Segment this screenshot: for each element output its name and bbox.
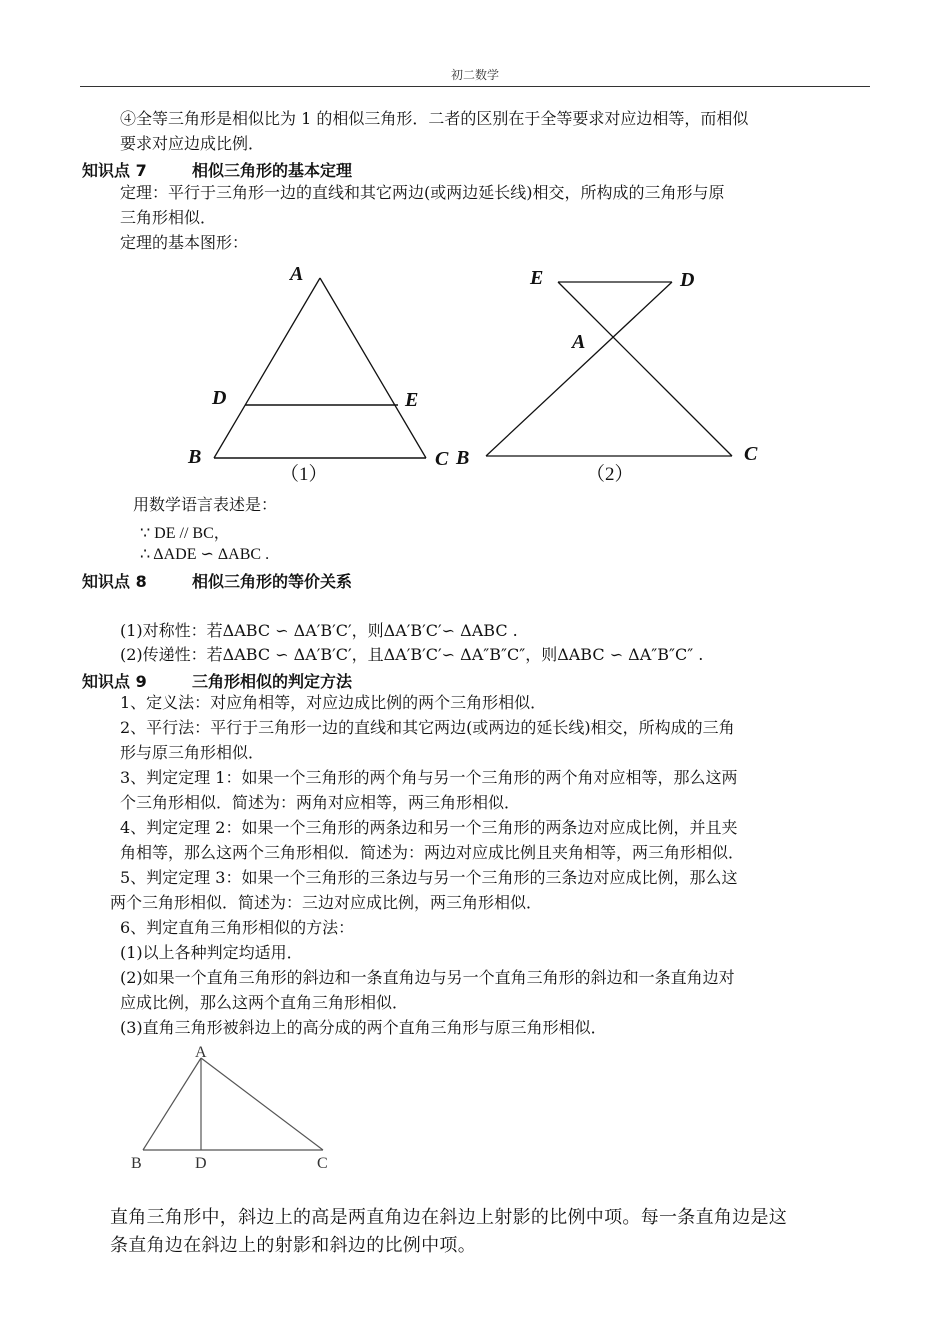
- kp9-line: (3)直角三角形被斜边上的高分成的两个直角三角形与原三角形相似．: [120, 1018, 607, 1037]
- fig1-label-b: B: [188, 446, 202, 468]
- fig1-label-c: C: [435, 448, 449, 470]
- fig2-label-b: B: [456, 447, 470, 469]
- figure-2-hourglass: [450, 258, 780, 490]
- kp7-heading: [82, 158, 352, 181]
- fig1-caption: （1）: [280, 464, 328, 485]
- kp7-theorem-line-2: 三角形相似．: [120, 208, 217, 227]
- kp9-conclusion-line-2: 条直角边在斜边上的射影和斜边的比例中项。: [110, 1235, 476, 1256]
- kp9-line: 1、定义法：对应角相等，对应边成比例的两个三角形相似．: [120, 693, 547, 712]
- kp9-conclusion-line-1: 直角三角形中，斜边上的高是两直角边在斜边上射影的比例中项。每一条直角边是这: [110, 1207, 788, 1228]
- kp7-number: 知识点 7: [82, 161, 147, 180]
- fig3-side-ac: [201, 1058, 323, 1150]
- kp7-theorem-line-1: 定理：平行于三角形一边的直线和其它两边(或两边延长线)相交，所构成的三角形与原: [120, 183, 725, 202]
- kp8-number: 知识点 8: [82, 572, 147, 591]
- kp7-math-line-1: ∵ DE // BC，: [140, 525, 230, 542]
- kp8-line-1: (1)对称性：若ΔABC ∽ ΔA′B′C′，则ΔA′B′C′∽ ΔABC .: [120, 621, 518, 640]
- kp9-number: 知识点 9: [82, 672, 147, 691]
- fig1-label-e: E: [405, 389, 419, 411]
- kp9-title: 三角形相似的判定方法: [192, 672, 353, 691]
- fig3-side-ab: [143, 1058, 201, 1150]
- figure-1-triangle: [180, 258, 470, 490]
- fig2-label-d: D: [680, 269, 695, 291]
- kp9-line: (2)如果一个直角三角形的斜边和一条直角边与另一个直角三角形的斜边和一条直角边对: [120, 968, 735, 987]
- fig1-label-d: D: [212, 387, 227, 409]
- kp7-math-intro: 用数学语言表述是：: [133, 495, 278, 514]
- kp9-line: 2、平行法：平行于三角形一边的直线和其它两边(或两边的延长线)相交，所构成的三角: [120, 718, 735, 737]
- kp9-heading: [82, 669, 352, 692]
- figure-3-right-triangle: [125, 1040, 345, 1175]
- intro-line-1: ④全等三角形是相似比为 1 的相似三角形．二者的区别在于全等要求对应边相等，而相似: [120, 109, 749, 128]
- fig1-label-a: A: [290, 263, 304, 285]
- fig1-side-ab: [214, 278, 320, 458]
- kp8-title: 相似三角形的等价关系: [192, 572, 353, 591]
- fig2-label-a: A: [572, 331, 586, 353]
- kp8-heading: [82, 569, 352, 592]
- kp9-line: 应成比例，那么这两个直角三角形相似．: [120, 993, 409, 1012]
- intro-line-2: 要求对应边成比例．: [120, 134, 265, 153]
- fig3-label-b: B: [131, 1155, 142, 1172]
- header-rule: [80, 86, 870, 87]
- fig2-caption: （2）: [586, 464, 634, 485]
- kp7-math-line-2: ∴ ΔADE ∽ ΔABC .: [140, 546, 270, 563]
- kp7-figure-intro: 定理的基本图形：: [120, 233, 249, 252]
- fig2-label-c: C: [744, 443, 758, 465]
- kp7-title: 相似三角形的基本定理: [192, 161, 353, 180]
- fig1-side-ac: [320, 278, 426, 458]
- kp9-line: 5、判定定理 3：如果一个三角形的三条边与另一个三角形的三条边对应成比例，那么这: [120, 868, 738, 887]
- fig2-label-e: E: [530, 267, 544, 289]
- kp9-line: 6、判定直角三角形相似的方法：: [120, 918, 355, 937]
- page-header: 初二数学: [450, 68, 499, 82]
- kp9-line: 角相等，那么这两个三角形相似．简述为：两边对应成比例且夹角相等，两三角形相似．: [120, 843, 745, 862]
- fig3-label-c: C: [317, 1155, 328, 1172]
- kp9-line: 形与原三角形相似．: [120, 743, 265, 762]
- kp9-line: 3、判定定理 1：如果一个三角形的两个角与另一个三角形的两个角对应相等，那么这两: [120, 768, 738, 787]
- fig3-label-d: D: [195, 1155, 207, 1172]
- kp9-line: 两个三角形相似．简述为：三边对应成比例，两三角形相似．: [110, 893, 543, 912]
- kp9-line: (1)以上各种判定均适用．: [120, 943, 303, 962]
- kp9-line: 4、判定定理 2：如果一个三角形的两条边和另一个三角形的两条边对应成比例，并且夹: [120, 818, 738, 837]
- kp8-line-2: (2)传递性：若ΔABC ∽ ΔA′B′C′，且ΔA′B′C′∽ ΔA″B″C″，则ΔABC ∽ ΔA″B″C″ .: [120, 645, 704, 664]
- kp9-line: 个三角形相似．简述为：两角对应相等，两三角形相似．: [120, 793, 521, 812]
- fig3-label-a: A: [195, 1044, 207, 1061]
